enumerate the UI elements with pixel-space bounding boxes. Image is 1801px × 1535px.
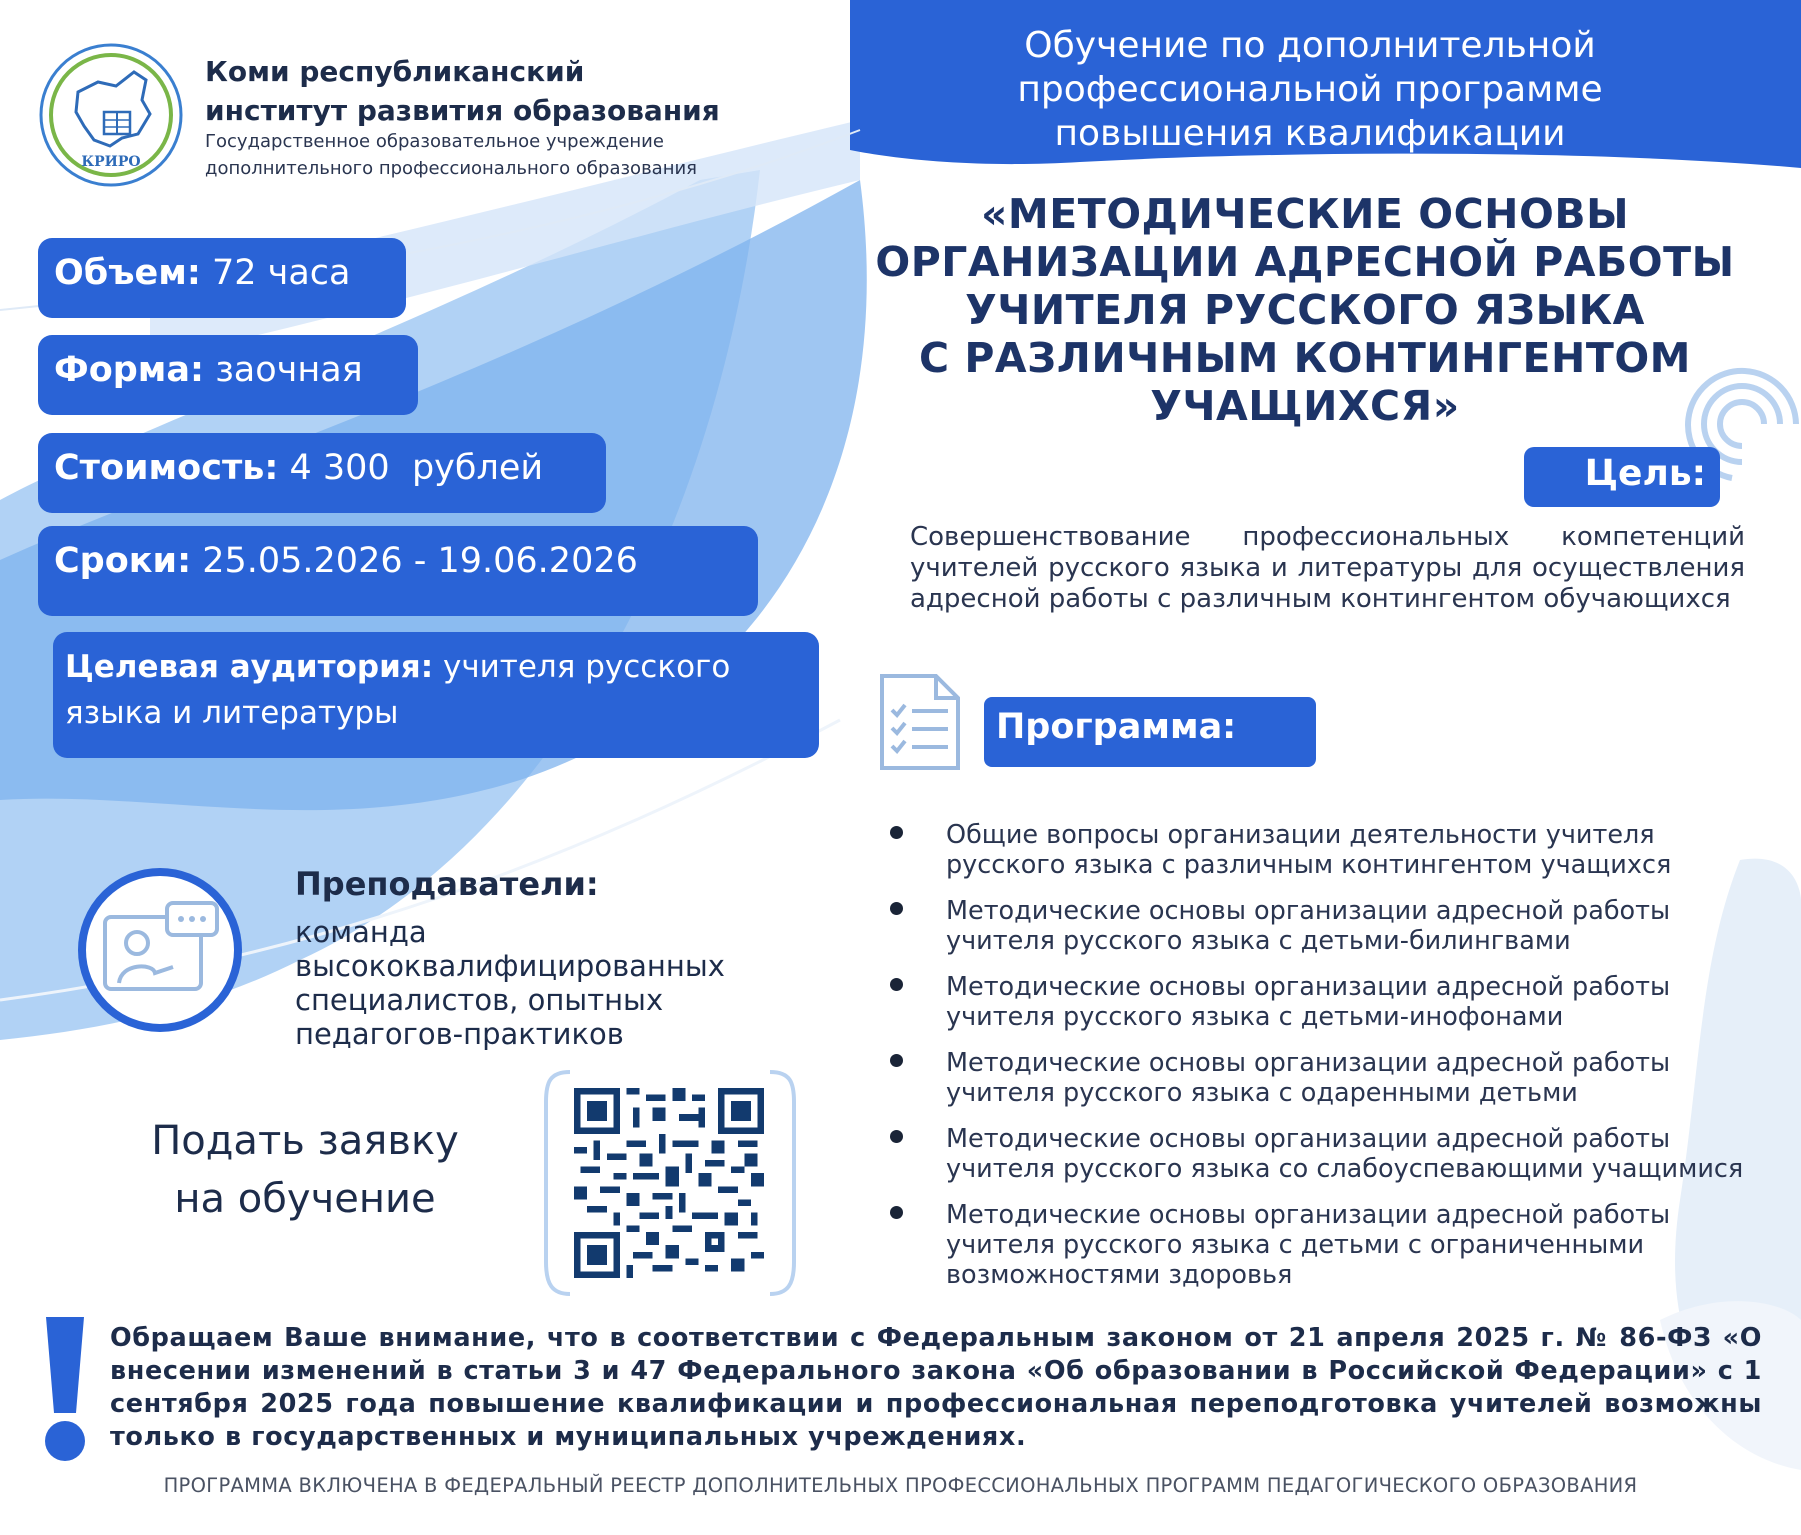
- org-sub-line2: дополнительного профессионального образования: [205, 158, 698, 179]
- form-pill: [38, 335, 418, 415]
- header-line1: Обучение по дополнительной: [1024, 25, 1596, 66]
- program-item-line: учителя русского языка с детьми-билингвами: [946, 926, 1571, 956]
- teachers-line3: специалистов, опытных: [295, 983, 664, 1017]
- program-item: [880, 896, 1760, 956]
- program-item: [880, 1200, 1760, 1290]
- audience-label: Целевая аудитория:: [65, 649, 434, 685]
- dates-label: Сроки:: [54, 541, 192, 581]
- form-value: заочная: [215, 350, 363, 390]
- program-item-line: учителя русского языка с детьми-инофонами: [946, 1002, 1564, 1032]
- course-title-line1: «МЕТОДИЧЕСКИЕ ОСНОВЫ: [980, 190, 1630, 238]
- volume-value: 72 часа: [211, 253, 351, 293]
- org-subtitle: [205, 128, 745, 182]
- cost-label: Стоимость:: [54, 448, 279, 488]
- header-line3: повышения квалификации: [1054, 113, 1566, 154]
- goal-text: Совершенствование профессиональных компетенций учителей русского языка и литературы для осуществления адресной работы с различным контингентом обучающихся: [910, 522, 1745, 614]
- program-list: [880, 820, 1760, 1306]
- bullet: [890, 978, 903, 991]
- org-name: [205, 52, 725, 130]
- cost-value: 4 300 рублей: [289, 448, 544, 488]
- program-label: Программа:: [984, 697, 1316, 767]
- program-item-line: Методические основы организации адресной работы: [946, 1200, 1671, 1230]
- bullet: [890, 1206, 903, 1219]
- volume-label: Объем:: [54, 253, 201, 293]
- teachers-line4: педагогов-практиков: [295, 1017, 624, 1051]
- audience-value-2: языка и литературы: [65, 695, 399, 731]
- goal-label: Цель:: [1524, 447, 1720, 507]
- program-item-line: Методические основы организации адресной работы: [946, 1048, 1671, 1078]
- teacher-icon: [75, 865, 245, 1035]
- audience-pill: [53, 632, 819, 758]
- qr-code[interactable]: [574, 1088, 764, 1278]
- apply-line2: на обучение: [174, 1176, 436, 1222]
- header-text: [900, 24, 1720, 156]
- program-item: [880, 820, 1760, 880]
- legal-notice: Обращаем Ваше внимание, что в соответствии с Федеральным законом от 21 апреля 2025 г. № 86-ФЗ «О внесении изменений в статьи 3 и 47 Федерального закона «Об образовании в Российской Федерации» с 1 сентября 2025 года повышение квалификации и профессиональная переподготовка учителей возможны только в государственных и муниципальных учреждениях.: [110, 1323, 1762, 1452]
- program-item-line: Методические основы организации адресной работы: [946, 896, 1671, 926]
- teachers-heading: Преподаватели:: [295, 865, 599, 903]
- volume-pill: [38, 238, 406, 318]
- apply-line1: Подать заявку: [151, 1118, 459, 1164]
- header-line2: профессиональной программе: [1017, 69, 1603, 110]
- program-item: [880, 1124, 1760, 1184]
- org-name-line1: Коми республиканский: [205, 55, 585, 88]
- logo-emblem: [38, 42, 184, 188]
- form-label: Форма:: [54, 350, 205, 390]
- dates-value: 25.05.2026 - 19.06.2026: [202, 541, 638, 581]
- bullet: [890, 1130, 903, 1143]
- org-name-line2: институт развития образования: [205, 94, 720, 127]
- course-title-line4: С РАЗЛИЧНЫМ КОНТИНГЕНТОМ: [919, 334, 1691, 382]
- program-item-line: учителя русского языка с одаренными детьми: [946, 1078, 1578, 1108]
- bullet: [890, 902, 903, 915]
- course-title-line3: УЧИТЕЛЯ РУССКОГО ЯЗЫКА: [965, 286, 1645, 334]
- bullet: [890, 826, 903, 839]
- audience-value-1: учителя русского: [442, 649, 731, 685]
- program-item: [880, 1048, 1760, 1108]
- document-checklist-icon: [878, 672, 962, 772]
- dates-pill: [38, 526, 758, 616]
- exclamation-icon: [38, 1313, 92, 1463]
- course-title: [860, 190, 1750, 430]
- org-sub-line1: Государственное образовательное учреждение: [205, 131, 664, 152]
- logo-text: КРИРО: [81, 154, 141, 170]
- program-item-line: Общие вопросы организации деятельности учителя: [946, 820, 1655, 850]
- apply-text: [125, 1112, 485, 1228]
- teachers-line1: команда: [295, 915, 427, 949]
- course-title-line5: УЧАЩИХСЯ»: [1150, 382, 1460, 430]
- program-item-line: учителя русского языка с детьми с ограниченными: [946, 1230, 1645, 1260]
- program-item-line: Методические основы организации адресной работы: [946, 1124, 1671, 1154]
- cost-pill: [38, 433, 606, 513]
- program-item-line: Методические основы организации адресной работы: [946, 972, 1671, 1002]
- teachers-line2: высококвалифицированных: [295, 949, 725, 983]
- footer-registry-note: ПРОГРАММА ВКЛЮЧЕНА В ФЕДЕРАЛЬНЫЙ РЕЕСТР ДОПОЛНИТЕЛЬНЫХ ПРОФЕССИОНАЛЬНЫХ ПРОГРАММ ПЕДАГОГИЧЕСКОГО ОБРАЗОВАНИЯ: [163, 1474, 1638, 1497]
- program-item: [880, 972, 1760, 1032]
- teachers-text: [295, 915, 765, 1051]
- program-item-line: русского языка с различным контингентом учащихся: [946, 850, 1672, 880]
- bullet: [890, 1054, 903, 1067]
- program-item-line: возможностями здоровья: [946, 1260, 1293, 1290]
- course-title-line2: ОРГАНИЗАЦИИ АДРЕСНОЙ РАБОТЫ: [875, 238, 1735, 286]
- program-item-line: учителя русского языка со слабоуспевающими учащимися: [946, 1154, 1744, 1184]
